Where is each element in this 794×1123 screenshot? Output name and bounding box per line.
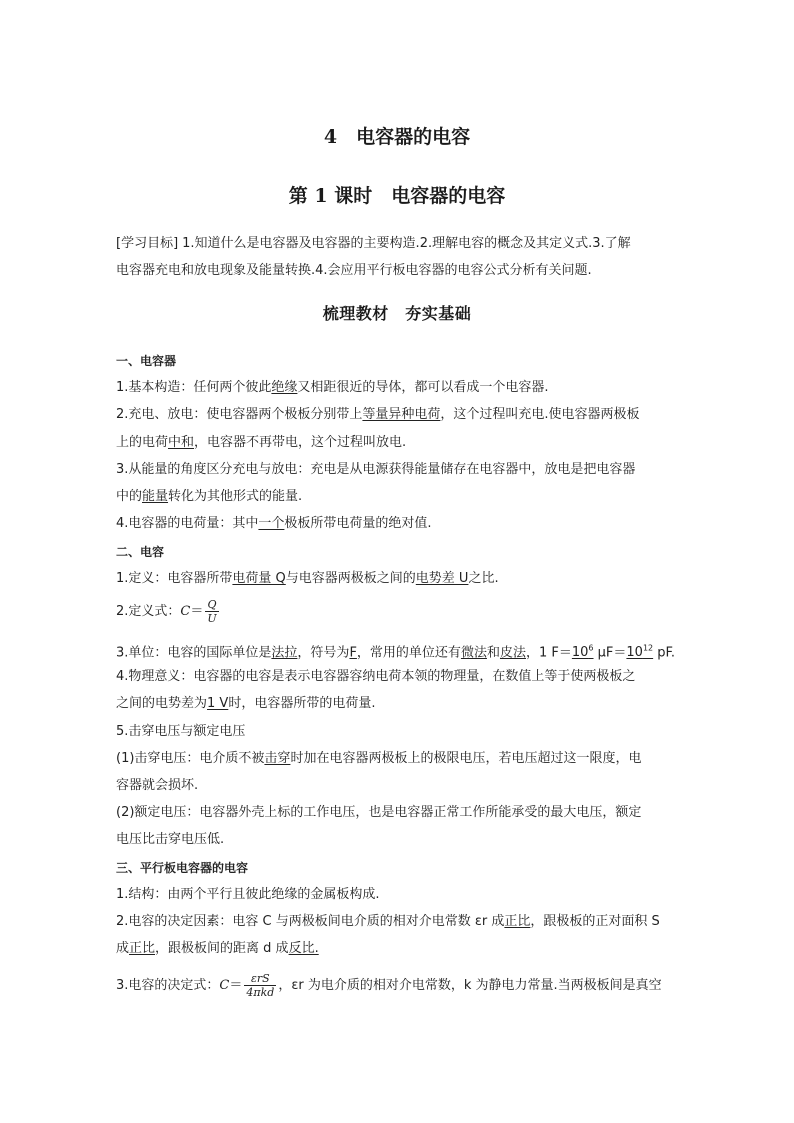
underlined-answer: 反比. [288,941,319,956]
text: 极板所带电荷量的绝对值. [284,516,432,531]
fraction-denominator: 4πkd [246,986,275,999]
text: 与电容器两极板之间的 [285,571,416,586]
sec2-heading: 二、电容 [116,545,165,559]
underlined-answer: 一个 [258,516,285,531]
goals-text-1: 1.知道什么是电容器及电容器的主要构造.2.理解电容的概念及其定义式.3.了解 [182,236,631,251]
sec2-p6-line2: 容器就会损坏. [116,778,199,793]
text: 2.充电、放电：使电容器两个极板分别带上 [116,407,363,422]
underlined-answer: 微法 [460,645,487,661]
sec2-p6-line1 [116,746,682,772]
underlined-answer: 击穿 [264,751,291,766]
equals-sign: ＝ [190,604,204,619]
sec3-heading: 三、平行板电容器的电容 [116,861,249,875]
sec2-p1 [116,566,682,592]
text: 4.电容器的电荷量：其中 [116,516,259,531]
text: 10 [626,645,643,661]
sec1-p4 [116,511,682,537]
sec2-p4-line1: 4.物理意义：电容器的电容是表示电容器容纳电荷本领的物理量，在数值上等于使两极板之 [116,669,636,684]
fraction-numerator: εrS [244,972,276,986]
formula-symbol: C [180,604,191,619]
text: ，εr 为电介质的相对介电常数，k 为静电力常量.当两极板间是真空 [278,978,662,993]
sec1-p1 [116,375,682,401]
text: 之比. [468,571,499,586]
text: 之间的电势差为 [116,696,208,711]
text: 3.单位：电容的国际单位是 [116,645,272,661]
text: 1.基本构造：任何两个彼此 [116,380,272,395]
sec2-p3 [116,636,682,666]
sec1-p2-line1 [116,402,682,428]
text: ，跟极板的正对面积 S [530,914,660,929]
formula-symbol: C [219,978,230,993]
text: 转化为其他形式的能量. [168,489,303,504]
goals-text-2: 电容器充电和放电现象及能量转换.4.会应用平行板电容器的电容公式分析有关问题. [116,263,592,278]
underlined-answer: 中和 [168,435,195,450]
text: pF. [653,645,676,661]
text: 时，电容器所带的电荷量. [228,696,376,711]
text: 1.定义：电容器所带 [116,571,233,586]
sec1-p3-line2 [116,484,682,510]
text: 10 [571,645,589,661]
goals-label: [学习目标] [116,236,179,251]
exponent: 6 [588,644,594,653]
underlined-answer: 电势差 U [415,571,469,586]
sec3-p2-line2 [116,936,682,962]
sec3-p3 [116,972,682,999]
underlined-answer: 法拉 [271,645,298,661]
text: 成 [116,941,130,956]
text: 时加在电容器两极板上的极限电压，若电压超过这一限度，电 [290,751,642,766]
text: 3.电容的决定式： [116,978,220,993]
sec2-p5: 5.击穿电压与额定电压 [116,724,246,739]
fraction-numerator: Q [205,598,218,612]
sec3-p1: 1.结构：由两个平行且彼此绝缘的金属板构成. [116,887,380,902]
underlined-answer: 绝缘 [271,380,298,395]
text: ，电容器不再带电，这个过程叫放电. [194,435,407,450]
underlined-answer: 正比 [504,914,531,929]
underlined-answer: 1 V [207,696,229,711]
underlined-answer: 能量 [142,489,169,504]
equals-sign: ＝ [229,978,243,993]
text: 中的 [116,489,143,504]
exponent: 12 [642,644,654,653]
text: 2.定义式： [116,604,181,619]
sec1-p3-line1: 3.从能量的角度区分充电与放电：充电是从电源获得能量储存在电容器中，放电是把电容器 [116,462,636,477]
underlined-answer: 电荷量 Q [232,571,286,586]
formula-fraction [244,972,276,999]
text: ，常用的单位还有 [356,645,461,661]
underlined-answer [626,645,653,660]
text: 2.电容的决定因素：电容 C 与两极板间电介质的相对介电常数 εr 成 [116,914,505,929]
sec3-p2-line1 [116,909,682,935]
text: 又相距很近的导体，都可以看成一个电容器. [297,380,549,395]
text: 上的电荷 [116,435,169,450]
text: ，这个过程叫充电.使电容器两极板 [440,407,640,422]
sec2-p4-line2 [116,691,682,717]
fraction-denominator: U [207,612,217,625]
sec2-p2 [116,598,682,625]
section-title: 梳理教材 夯实基础 [322,304,472,323]
underlined-answer: F [349,645,357,661]
text: μF＝ [593,645,627,661]
sec1-p2-line2 [116,430,682,456]
sec1-heading: 一、电容器 [116,354,177,368]
formula-fraction [205,598,218,625]
underlined-answer [572,645,594,660]
underlined-answer: 皮法 [499,645,526,661]
chapter-title: 4 电容器的电容 [323,126,471,148]
text: 和 [486,645,500,661]
lesson-title: 第 1 课时 电容器的电容 [288,185,506,207]
learning-goals [116,230,682,284]
text: ，1 F＝ [525,645,572,661]
underlined-answer: 正比 [129,941,156,956]
text: (1)击穿电压：电介质不被 [116,751,265,766]
text: ，符号为 [297,645,350,661]
sec2-p7-line2: 电压比击穿电压低. [116,832,225,847]
sec2-p7-line1: (2)额定电压：电容器外壳上标的工作电压，也是电容器正常工作所能承受的最大电压，额定 [116,805,642,820]
text: ，跟极板间的距离 d 成 [155,941,289,956]
underlined-answer: 等量异种电荷 [362,407,441,422]
